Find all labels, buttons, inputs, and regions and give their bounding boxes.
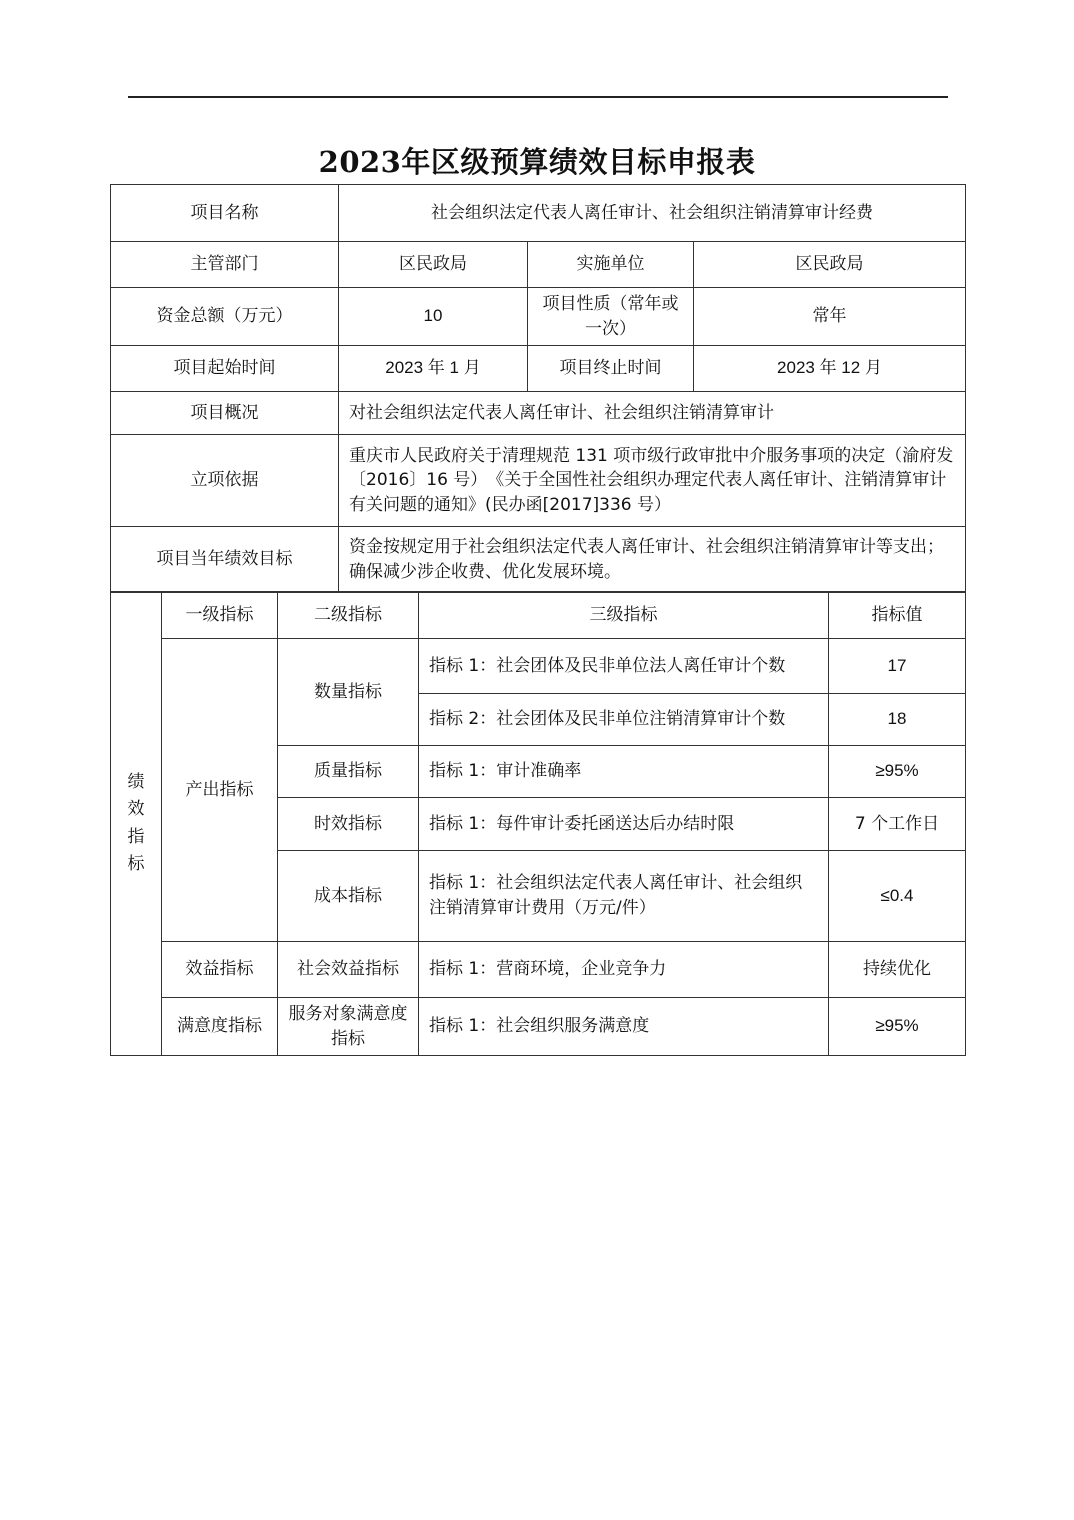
header-level2: 二级指标 <box>278 592 419 639</box>
indicator-text: 指标 2：社会团体及民非单位注销清算审计个数 <box>419 694 829 746</box>
table-row <box>111 942 966 998</box>
indicator-text: 指标 1：社会组织服务满意度 <box>419 998 829 1056</box>
indicator-value: ≥95% <box>829 998 966 1056</box>
level2-service: 服务对象满意度指标 <box>278 998 419 1056</box>
indicator-text: 指标 1：社会组织法定代表人离任审计、社会组织注销清算审计费用（万元/件） <box>419 851 829 942</box>
impl-value: 区民政局 <box>694 242 966 288</box>
table-row <box>111 242 966 288</box>
indicator-value: 17 <box>829 639 966 694</box>
level1-satisfaction: 满意度指标 <box>162 998 278 1056</box>
impl-label: 实施单位 <box>528 242 694 288</box>
project-info-table <box>110 184 966 593</box>
basis-value: 重庆市人民政府关于清理规范 131 项市级行政审批中介服务事项的决定（渝府发〔2016〕16 号） 《关于全国性社会组织办理定代表人离任审计、注销清算审计有关问题的通知》(民办函[2017]336 号） <box>339 435 966 527</box>
page-title: 2023年区级预算绩效目标申报表 <box>318 145 756 179</box>
table-row <box>111 288 966 346</box>
performance-indicator-side-label: 绩效指标 <box>111 592 162 1056</box>
indicator-value: 18 <box>829 694 966 746</box>
goal-label: 项目当年绩效目标 <box>111 527 339 593</box>
level2-social: 社会效益指标 <box>278 942 419 998</box>
fund-label: 资金总额（万元） <box>111 288 339 346</box>
level2-cost: 成本指标 <box>278 851 419 942</box>
level2-timeliness: 时效指标 <box>278 798 419 851</box>
nature-value: 常年 <box>694 288 966 346</box>
table-row <box>111 435 966 527</box>
indicator-text: 指标 1：每件审计委托函送达后办结时限 <box>419 798 829 851</box>
header-level3: 三级指标 <box>419 592 829 639</box>
level2-quality: 质量指标 <box>278 746 419 798</box>
fund-value: 10 <box>339 288 528 346</box>
indicator-table <box>110 591 966 1056</box>
header-level1: 一级指标 <box>162 592 278 639</box>
dept-label: 主管部门 <box>111 242 339 288</box>
table-row <box>111 592 966 639</box>
indicator-value: 持续优化 <box>829 942 966 998</box>
table-row <box>111 185 966 242</box>
indicator-text: 指标 1：社会团体及民非单位法人离任审计个数 <box>419 639 829 694</box>
table-row <box>111 639 966 694</box>
basis-label: 立项依据 <box>111 435 339 527</box>
dept-value: 区民政局 <box>339 242 528 288</box>
level1-output: 产出指标 <box>162 639 278 942</box>
indicator-value: ≤0.4 <box>829 851 966 942</box>
level1-benefit: 效益指标 <box>162 942 278 998</box>
table-row <box>111 998 966 1056</box>
end-label: 项目终止时间 <box>528 346 694 392</box>
project-name-label: 项目名称 <box>111 185 339 242</box>
goal-value: 资金按规定用于社会组织法定代表人离任审计、社会组织注销清算审计等支出；确保减少涉企收费、优化发展环境。 <box>339 527 966 593</box>
start-label: 项目起始时间 <box>111 346 339 392</box>
overview-label: 项目概况 <box>111 392 339 435</box>
table-row <box>111 346 966 392</box>
indicator-value: 7 个工作日 <box>829 798 966 851</box>
indicator-text: 指标 1：营商环境，企业竞争力 <box>419 942 829 998</box>
table-row <box>111 527 966 593</box>
table-row <box>111 392 966 435</box>
start-value: 2023 年 1 月 <box>339 346 528 392</box>
project-name-value: 社会组织法定代表人离任审计、社会组织注销清算审计经费 <box>339 185 966 242</box>
header-value: 指标值 <box>829 592 966 639</box>
indicator-value: ≥95% <box>829 746 966 798</box>
header-rule <box>128 96 948 98</box>
end-value: 2023 年 12 月 <box>694 346 966 392</box>
indicator-text: 指标 1：审计准确率 <box>419 746 829 798</box>
level2-quantity: 数量指标 <box>278 639 419 746</box>
nature-label: 项目性质（常年或一次） <box>528 288 694 346</box>
overview-value: 对社会组织法定代表人离任审计、社会组织注销清算审计 <box>339 392 966 435</box>
